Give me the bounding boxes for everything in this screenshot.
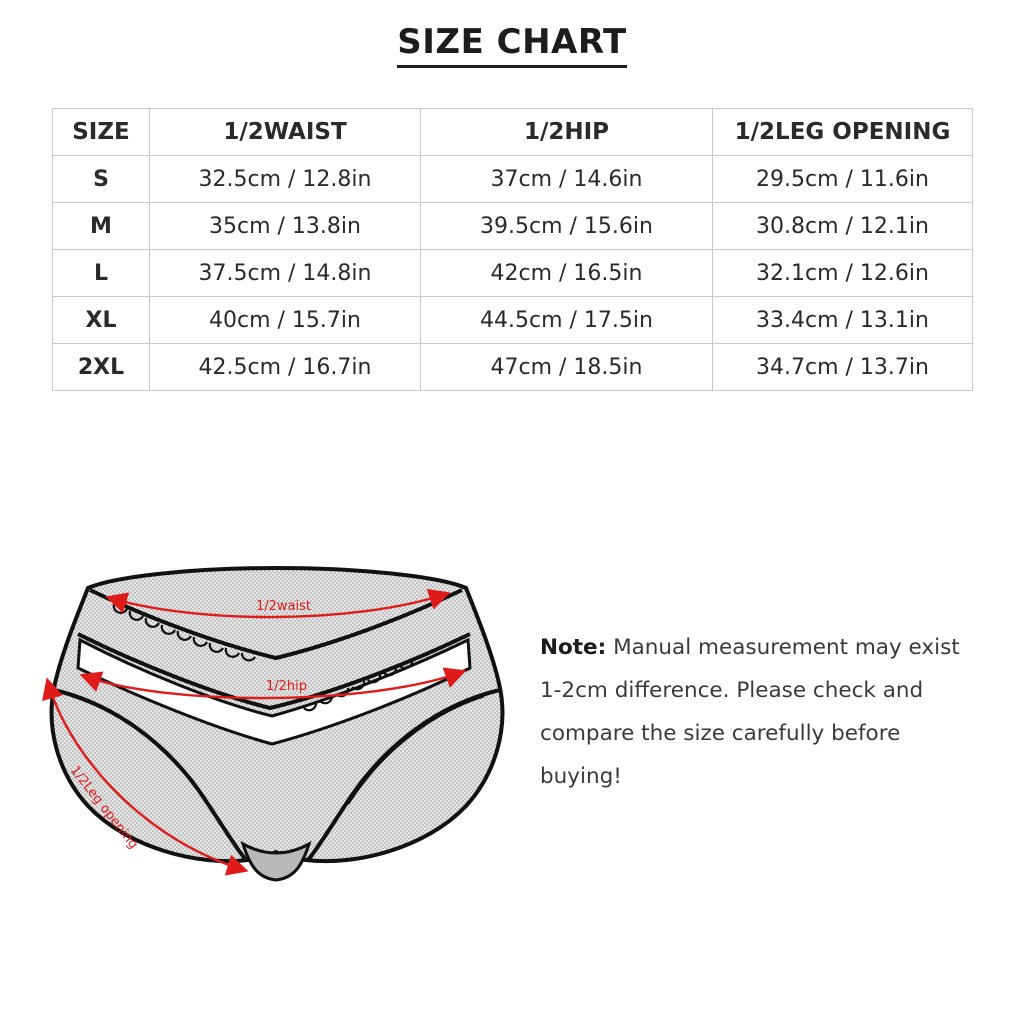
cell-half-hip: 47cm / 18.5in xyxy=(421,344,713,391)
cell-half-hip: 42cm / 16.5in xyxy=(421,250,713,297)
cell-half-waist: 40cm / 15.7in xyxy=(150,297,421,344)
cell-half-leg-opening: 30.8cm / 12.1in xyxy=(713,203,973,250)
cell-half-waist: 35cm / 13.8in xyxy=(150,203,421,250)
cell-size: XL xyxy=(53,297,150,344)
page-title-text: SIZE CHART xyxy=(397,22,626,68)
cell-half-leg-opening: 29.5cm / 11.6in xyxy=(713,156,973,203)
cell-half-hip: 44.5cm / 17.5in xyxy=(421,297,713,344)
cell-half-leg-opening: 34.7cm / 13.7in xyxy=(713,344,973,391)
cell-half-leg-opening: 32.1cm / 12.6in xyxy=(713,250,973,297)
column-header-half-waist: 1/2WAIST xyxy=(150,109,421,156)
note-label: Note: xyxy=(540,635,607,660)
cell-size: L xyxy=(53,250,150,297)
cell-half-waist: 42.5cm / 16.7in xyxy=(150,344,421,391)
label-half-waist: 1/2waist xyxy=(256,599,312,614)
page-title xyxy=(0,22,1024,68)
table-row xyxy=(53,156,973,203)
cell-half-leg-opening: 33.4cm / 13.1in xyxy=(713,297,973,344)
cell-size: M xyxy=(53,203,150,250)
label-half-leg-opening: 1/2Leg opening xyxy=(66,763,141,852)
table-row xyxy=(53,297,973,344)
label-half-hip: 1/2hip xyxy=(266,679,308,694)
measurement-note xyxy=(540,626,960,798)
cell-size: S xyxy=(53,156,150,203)
cell-half-waist: 37.5cm / 14.8in xyxy=(150,250,421,297)
column-header-half-leg-opening: 1/2LEG OPENING xyxy=(713,109,973,156)
note-text: Manual measurement may exist 1-2cm difference. Please check and compare the size carefully before buying! xyxy=(540,635,960,789)
table-header-row xyxy=(53,109,973,156)
table-row xyxy=(53,344,973,391)
size-chart-table-container xyxy=(52,108,972,391)
table-row xyxy=(53,203,973,250)
column-header-size: SIZE xyxy=(53,109,150,156)
cell-half-hip: 37cm / 14.6in xyxy=(421,156,713,203)
garment-illustration xyxy=(18,548,538,908)
table-row xyxy=(53,250,973,297)
garment-diagram-svg xyxy=(18,548,538,908)
cell-half-hip: 39.5cm / 15.6in xyxy=(421,203,713,250)
cell-size: 2XL xyxy=(53,344,150,391)
cell-half-waist: 32.5cm / 12.8in xyxy=(150,156,421,203)
size-chart-table xyxy=(52,108,973,391)
column-header-half-hip: 1/2HIP xyxy=(421,109,713,156)
